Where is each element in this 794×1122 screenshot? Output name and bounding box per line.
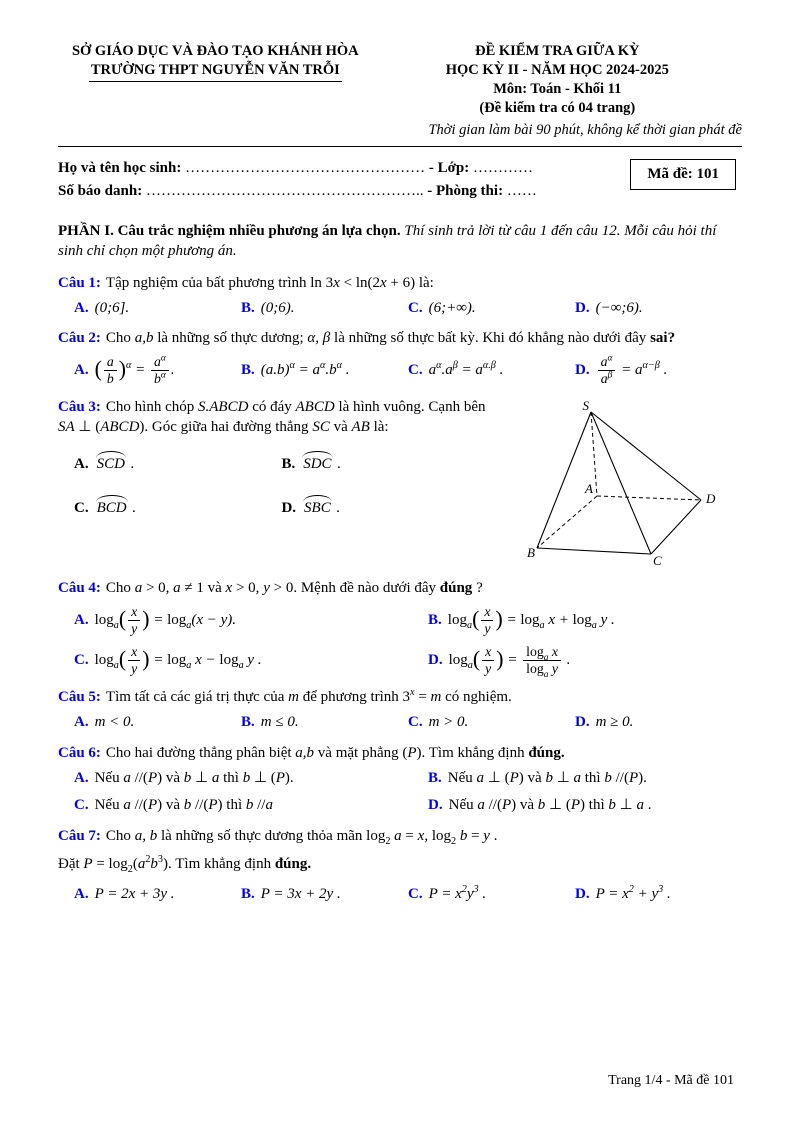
dotted-line: …………………………………………	[185, 159, 426, 176]
option-letter: D.	[428, 652, 443, 669]
school-name: TRƯỜNG THPT NGUYỄN VĂN TRỖI	[89, 61, 342, 82]
option-b	[428, 604, 742, 637]
option-text: ( $\frac{a}{b}$ )$^\alpha$ = $\frac{a^\alpha}{b^\alpha}$ .	[94, 353, 175, 387]
option-letter: A.	[74, 455, 89, 472]
option-text: Nếu a //(P) và b //(P) thì b //a	[94, 797, 273, 814]
question-body: Cho hai đường thẳng phân biệt a,b và mặt phẳng (P). Tìm khẳng định đúng.	[105, 744, 565, 761]
exam-code-box: Mã đề: 101	[630, 159, 736, 191]
question-3-left	[58, 398, 489, 568]
option-text: m > 0.	[428, 713, 469, 730]
option-text: SBC .	[302, 500, 340, 516]
option-text: $a^\alpha.a^\beta = a^{\alpha.\beta}$ .	[428, 359, 504, 378]
option-letter: A.	[74, 885, 89, 902]
option-text: Nếu a ⊥ (P) và b ⊥ a thì b //(P).	[447, 769, 647, 786]
option-letter: B.	[241, 361, 255, 378]
option-b	[281, 452, 488, 475]
option-text: $\log_a$( $\frac{x}{y}$ ) = $\frac{\log_a x}{\log_a y}$ .	[448, 644, 571, 681]
option-text: BCD .	[95, 500, 137, 516]
page-footer: Trang 1/4 - Mã đề 101	[608, 1072, 734, 1088]
option-letter: B.	[428, 769, 442, 786]
question-body: Cho a > 0, a ≠ 1 và x > 0, y > 0. Mệnh đề nào dưới đây đúng ?	[105, 579, 483, 596]
exam-subject: Môn: Toán - Khối 11	[493, 81, 622, 98]
option-c	[408, 361, 575, 381]
option-d	[428, 796, 742, 816]
page-header	[58, 42, 742, 140]
option-d	[575, 299, 742, 319]
question-3-figure	[489, 398, 742, 568]
option-b	[241, 361, 408, 381]
option-letter: C.	[408, 885, 423, 902]
option-letter: C.	[74, 652, 89, 669]
option-d	[281, 496, 488, 519]
option-d	[575, 354, 742, 387]
options	[58, 354, 742, 387]
question-body: Cho a,b là những số thực dương; α, β là những số thực bất kỳ. Khi đó khẳng nào dưới đây sai?	[105, 330, 676, 347]
option-a	[74, 604, 428, 637]
question-text-2	[58, 855, 742, 875]
question-1	[58, 274, 742, 319]
option-text: (6;+∞).	[428, 299, 476, 316]
option-text: P = 3x + 2y .	[260, 885, 341, 902]
option-text: m < 0.	[94, 713, 135, 730]
option-a	[74, 885, 241, 905]
vertex-label-a: A	[584, 480, 593, 496]
option-letter: A.	[74, 769, 89, 786]
option-letter: B.	[241, 299, 255, 316]
question-text	[58, 398, 489, 438]
option-b	[241, 299, 408, 319]
option-text: $\log_a$( $\frac{x}{y}$ ) = $\log_a x + \log_a y$ .	[447, 603, 615, 636]
question-label: Câu 1:	[58, 274, 101, 291]
question-text	[58, 688, 742, 708]
option-d	[575, 885, 742, 905]
vertex-label-b: B	[526, 544, 535, 560]
option-letter: D.	[281, 500, 297, 517]
option-b	[241, 713, 408, 733]
exam-title: ĐỀ KIỂM TRA GIỮA KỲ	[475, 43, 640, 59]
question-body: Cho a, b là những số thực dương thỏa mãn $\log_2 a = x$, $\log_2 b = y$ .	[105, 828, 498, 848]
question-body: Tìm tất cả các giá trị thực của m để phương trình $3^x = m$ có nghiệm.	[105, 687, 512, 706]
option-text: (−∞;6).	[595, 299, 643, 316]
option-b	[428, 769, 742, 789]
option-text: $P = x^2 + y^3$ .	[595, 883, 671, 902]
option-text: P = 2x + 3y .	[94, 885, 175, 902]
question-text	[58, 579, 742, 599]
question-text	[58, 329, 742, 349]
student-lines	[58, 159, 537, 207]
option-letter: C.	[74, 797, 89, 814]
vertex-label-c: C	[652, 552, 662, 568]
option-text: SDC .	[301, 456, 341, 472]
question-2	[58, 329, 742, 387]
option-text: $\log_a$( $\frac{x}{y}$ ) = $\log_a x - \log_a y$ .	[94, 644, 262, 677]
department-name: SỞ GIÁO DỤC VÀ ĐÀO TẠO KHÁNH HÒA	[71, 43, 359, 59]
option-letter: D.	[575, 885, 590, 902]
class-label: - Lớp:	[428, 159, 470, 176]
pages-note: (Đề kiểm tra có 04 trang)	[479, 100, 636, 117]
question-6	[58, 744, 742, 816]
option-a	[74, 354, 241, 387]
question-body: Tập nghiệm của bất phương trình ln 3x < ln(2x + 6) là:	[105, 274, 434, 291]
option-b	[241, 885, 408, 905]
header-divider	[58, 146, 742, 147]
exam-term: HỌC KỲ II - NĂM HỌC 2024-2025	[445, 62, 669, 79]
question-body-2: Đặt $P = \log_2(a^2b^3)$. Tìm khẳng định đúng.	[58, 853, 312, 875]
option-text: $(a.b)^\alpha = a^\alpha.b^\alpha$ .	[260, 359, 350, 378]
options	[58, 713, 742, 733]
id-label: Số báo danh:	[58, 183, 143, 200]
option-letter: A.	[74, 362, 89, 378]
option-letter: C.	[408, 361, 423, 378]
dotted-line: ………………………………………………..	[145, 183, 424, 200]
option-letter: B.	[241, 885, 255, 902]
student-info	[58, 159, 742, 207]
question-text	[58, 274, 742, 294]
pyramid-figure	[513, 400, 718, 568]
question-4	[58, 579, 742, 681]
part1-subtitle: Thí sinh trả lời từ câu 1 đến câu 12. Mỗi câu hỏi thí sinh chỉ chọn một phương án.	[58, 223, 717, 260]
option-c	[74, 496, 281, 519]
part1-title: PHẦN I. Câu trắc nghiệm nhiều phương án lựa chọn.	[58, 223, 401, 240]
name-label: Họ và tên học sinh:	[58, 159, 182, 176]
option-letter: D.	[428, 797, 443, 814]
option-text: $\log_a$( $\frac{x}{y}$ ) = $\log_a(x - y)$.	[94, 603, 237, 636]
option-letter: C.	[74, 500, 89, 517]
option-letter: D.	[575, 362, 590, 378]
option-a	[74, 452, 281, 475]
question-label: Câu 2:	[58, 330, 101, 347]
dotted-line: …………	[473, 159, 534, 176]
option-letter: B.	[281, 455, 296, 472]
student-id-line	[58, 182, 537, 202]
option-c	[408, 713, 575, 733]
option-letter: B.	[241, 713, 255, 730]
option-a	[74, 299, 241, 319]
time-note: Thời gian làm bài 90 phút, không kể thời gian phát đề	[428, 121, 742, 138]
option-d	[428, 644, 742, 681]
option-letter: C.	[408, 713, 423, 730]
question-3	[58, 398, 742, 568]
option-text: (0;6].	[94, 299, 130, 316]
option-letter: A.	[74, 611, 89, 628]
option-c	[408, 299, 575, 319]
question-label: Câu 6:	[58, 744, 101, 761]
option-text: m ≥ 0.	[595, 713, 634, 730]
question-5	[58, 688, 742, 733]
option-text: SCD .	[95, 456, 135, 472]
option-letter: D.	[575, 713, 590, 730]
options	[58, 769, 742, 817]
options	[58, 452, 489, 520]
option-text: $\frac{a^\alpha}{a^\beta}$ = $a^{\alpha-\beta}$ .	[596, 362, 668, 378]
question-7	[58, 827, 742, 904]
room-label: - Phòng thi:	[427, 183, 504, 200]
option-text: Nếu a //(P) và b ⊥ a thì b ⊥ (P).	[94, 769, 294, 786]
option-letter: B.	[428, 611, 442, 628]
question-text	[58, 744, 742, 764]
option-c	[408, 885, 575, 905]
question-label: Câu 3:	[58, 398, 101, 415]
option-text: m ≤ 0.	[260, 713, 299, 730]
option-letter: D.	[575, 299, 590, 316]
option-a	[74, 769, 428, 789]
vertex-label-d: D	[705, 490, 716, 506]
header-right	[373, 42, 742, 140]
options	[58, 299, 742, 319]
question-label: Câu 5:	[58, 689, 101, 706]
question-body: Cho hình chóp S.ABCD có đáy ABCD là hình vuông. Cạnh bên SA ⊥ (ABCD). Góc giữa hai đường thẳng SC và AB là:	[58, 398, 486, 435]
option-letter: C.	[408, 299, 423, 316]
part1-heading	[58, 222, 742, 262]
question-label: Câu 4:	[58, 579, 101, 596]
option-text: Nếu a //(P) và b ⊥ (P) thì b ⊥ a .	[448, 797, 652, 814]
option-letter: A.	[74, 299, 89, 316]
option-d	[575, 713, 742, 733]
question-text	[58, 827, 742, 847]
option-text: $P = x^2y^3$ .	[428, 883, 487, 902]
vertex-label-s: S	[582, 399, 589, 413]
option-a	[74, 713, 241, 733]
student-name-line	[58, 159, 537, 179]
question-label: Câu 7:	[58, 828, 101, 845]
option-c	[74, 796, 428, 816]
option-text: (0;6).	[260, 299, 295, 316]
header-left	[58, 42, 373, 140]
options	[58, 885, 742, 905]
dotted-line: ……	[506, 183, 537, 200]
option-c	[74, 644, 428, 677]
options	[58, 603, 742, 681]
option-letter: A.	[74, 713, 89, 730]
